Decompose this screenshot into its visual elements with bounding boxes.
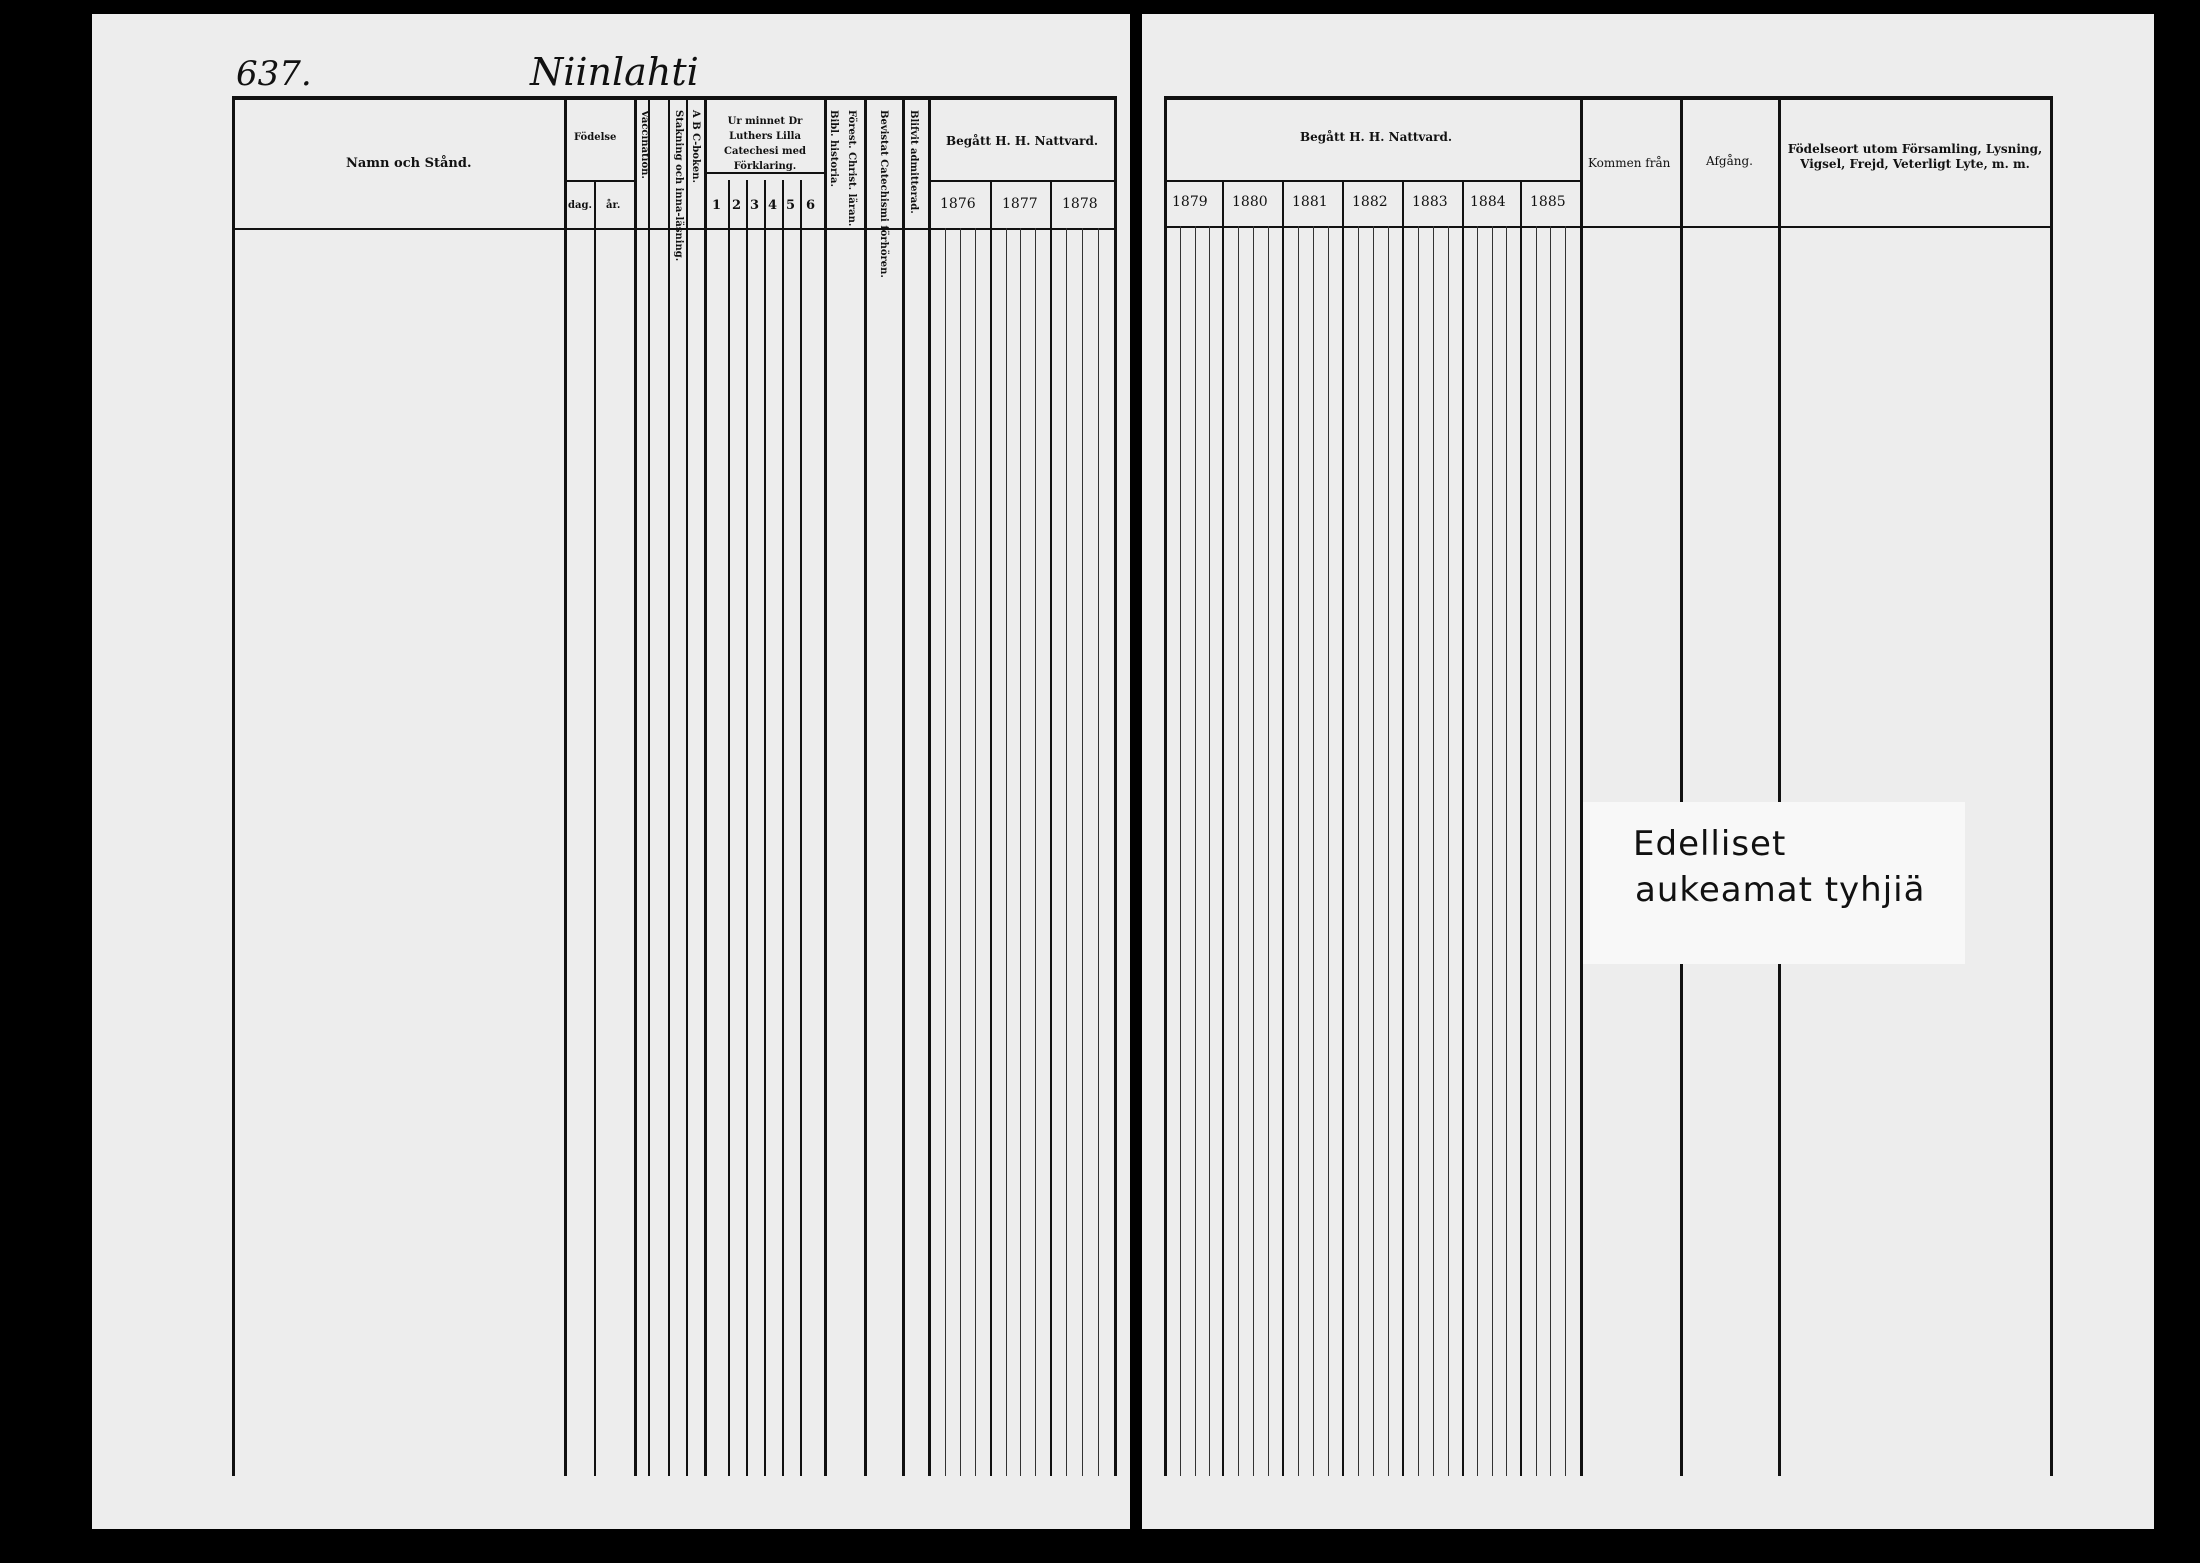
year-1881: 1881 (1292, 194, 1328, 210)
col-header-communion-left: Begått H. H. Nattvard. (946, 134, 1099, 148)
year-1882: 1882 (1352, 194, 1388, 210)
col-header-admitted: Blifvit admitterad. (908, 110, 919, 214)
catechism-num-2: 2 (732, 198, 742, 213)
note-line-2: aukeamat tyhjiä (1635, 870, 1926, 910)
col-header-bible-history: Bibl. historia. (828, 110, 839, 188)
left-table-top-border (232, 96, 1116, 100)
sticky-note (1583, 802, 1965, 964)
catechism-num-4: 4 (768, 198, 778, 213)
right-table-right-border (2050, 96, 2053, 1476)
book-gutter (1130, 0, 1142, 1563)
catechism-num-6: 6 (806, 198, 816, 213)
col-header-catechism-proof: Bevistat Catechismi förhören. (878, 110, 889, 278)
col-header-departure: Afgång. (1706, 154, 1753, 168)
page-number: 637. (236, 54, 312, 94)
col-header-abc-book: A B C-boken. (690, 110, 701, 183)
col-header-birth: Födelse (574, 132, 617, 143)
year-1877: 1877 (1002, 196, 1038, 212)
right-table-top-border (1164, 96, 2052, 100)
left-table-right-border (1114, 96, 1117, 1476)
col-header-name: Namn och Stånd. (346, 156, 472, 171)
village-name: Niinlahti (530, 50, 699, 94)
catechism-num-1: 1 (712, 198, 722, 213)
col-header-birthplace: Födelseort utom Församling, Lysning, Vigsel, Frejd, Veterligt Lyte, m. m. (1787, 142, 2043, 171)
right-page (1142, 14, 2154, 1529)
year-1883: 1883 (1412, 194, 1448, 210)
col-header-birth-day: dag. (568, 200, 592, 211)
year-1876: 1876 (940, 196, 976, 212)
col-header-birth-year: år. (606, 200, 621, 211)
note-line-1: Edelliset (1633, 824, 1787, 864)
year-1878: 1878 (1062, 196, 1098, 212)
catechism-num-5: 5 (786, 198, 796, 213)
right-table-left-border (1164, 96, 1167, 1476)
year-1885: 1885 (1530, 194, 1566, 210)
col-header-vaccination: Vaccination. (639, 110, 650, 179)
year-1880: 1880 (1232, 194, 1268, 210)
col-header-communion-right: Begått H. H. Nattvard. (1300, 130, 1453, 144)
year-1884: 1884 (1470, 194, 1506, 210)
col-header-catechism: Ur minnet Dr Luthers Lilla Catechesi med Förklaring. (724, 116, 806, 172)
col-header-first-christ: Förest. Christ. läran. (846, 110, 857, 227)
col-header-reading: Stakning och inna-läsning. (673, 110, 684, 262)
left-table-left-border (232, 96, 235, 1476)
year-1879: 1879 (1172, 194, 1208, 210)
catechism-num-3: 3 (750, 198, 760, 213)
col-header-came-from: Kommen från (1588, 156, 1671, 170)
